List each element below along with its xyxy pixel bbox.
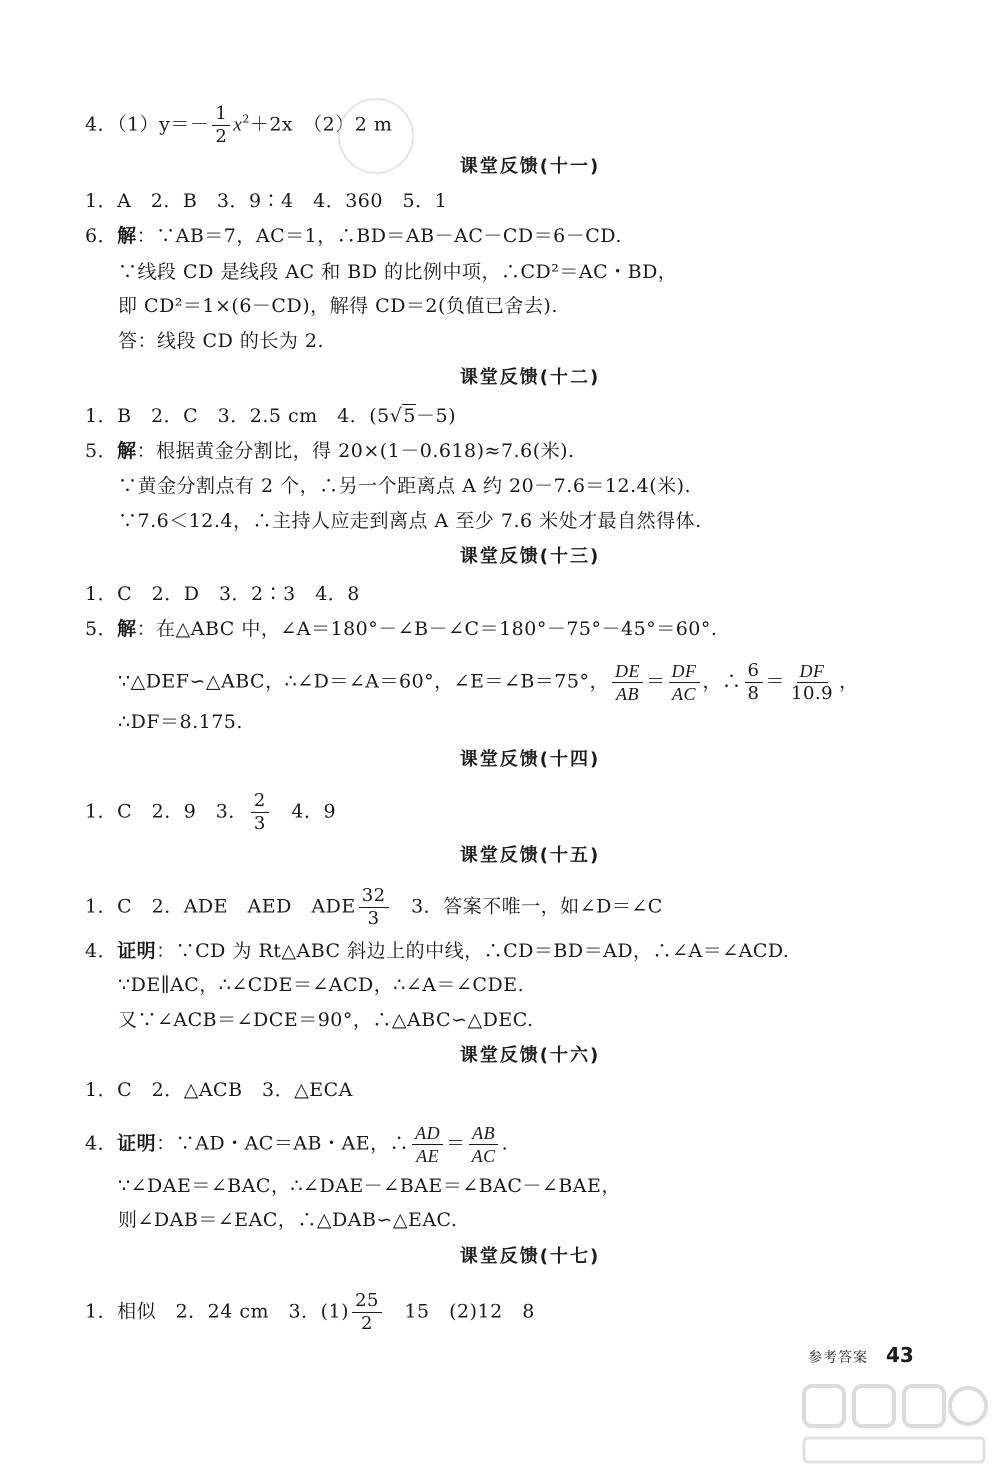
fraction: $\frac{DF}{10.9}$ — [791, 661, 834, 704]
footer-label: 参考答案 — [808, 1350, 868, 1366]
fraction: $\frac{2}{3}$ — [251, 790, 269, 835]
answer-line: 4．证明：∵AD・AC＝AB・AE，∴ $\frac{AD}{AE}$ ＝ $\frac{AB}{AC}$ . — [85, 1123, 509, 1166]
watermark-logo-icon — [800, 1380, 990, 1468]
answer-line: ∵DE∥AC，∴∠CDE＝∠ACD，∴∠A＝∠CDE. — [118, 974, 525, 996]
fraction: $\frac{AD}{AE}$ — [412, 1122, 443, 1167]
section-heading: 课堂反馈(十七) — [459, 1246, 601, 1267]
answer-line: 4．（1）y＝－ $\frac{1}{2}$ $x^2+2x$ （2）2 m — [85, 103, 393, 147]
fraction: $\frac{32}{3}$ — [359, 885, 389, 930]
fraction: $\frac{25}{2}$ — [352, 1290, 382, 1335]
watermark-stamp-icon — [338, 98, 414, 174]
section-heading: 课堂反馈(十一) — [459, 156, 601, 177]
fraction: $\frac{6}{8}$ — [745, 660, 763, 705]
answer-line: ∵7.6＜12.4，∴主持人应走到离点 A 至少 7.6 米处才最自然得体. — [118, 510, 702, 532]
answer-line: ∵线段 CD 是线段 AC 和 BD 的比例中项，∴CD²＝AC・BD， — [118, 261, 678, 283]
page-number: 43 — [886, 1343, 914, 1367]
fraction: $\frac{AB}{AC}$ — [469, 1122, 499, 1167]
section-heading: 课堂反馈(十三) — [459, 546, 601, 567]
answer-line: 1．相似 2．24 cm 3．(1) $\frac{25}{2}$ 15 (2)12 8 — [85, 1290, 535, 1334]
answer-line: 1．C 2．D 3．2∶3 4．8 — [85, 583, 360, 605]
answer-line: 又∵∠ACB＝∠DCE＝90°，∴△ABC∽△DEC. — [118, 1009, 534, 1031]
section-heading: 课堂反馈(十二) — [459, 367, 601, 388]
answer-line: 4．证明：∵CD 为 Rt△ABC 斜边上的中线，∴CD＝BD＝AD，∴∠A＝∠ACD. — [85, 940, 790, 962]
answer-line: 5．解：根据黄金分割比，得 20×(1－0.618)≈7.6(米). — [85, 440, 575, 462]
answer-line: 5．解：在△ABC 中，∠A＝180°－∠B－∠C＝180°－75°－45°＝60°. — [85, 618, 718, 640]
answer-line: ∵黄金分割点有 2 个，∴另一个距离点 A 约 20－7.6＝12.4(米). — [118, 475, 692, 497]
fraction: $\frac{1}{2}$ — [212, 103, 230, 148]
answer-line: 1．C 2．△ACB 3．△ECA — [85, 1079, 353, 1101]
answer-line: 1．A 2．B 3．9∶4 4．360 5．1 — [85, 190, 448, 212]
fraction: $\frac{DE}{AB}$ — [612, 660, 643, 705]
section-heading: 课堂反馈(十四) — [459, 749, 601, 770]
answer-line: ∴DF＝8.175. — [118, 711, 243, 733]
answer-line: 1．C 2．9 3． $\frac{2}{3}$ 4．9 — [85, 790, 337, 834]
fraction: $\frac{DF}{AC}$ — [669, 660, 700, 705]
answer-line: ∵△DEF∽△ABC，∴∠D＝∠A＝60°，∠E＝∠B＝75°， $\frac{DE}{AB}$ ＝ $\frac{DF}{AC}$ ，∴ $\frac{6}{8}$ ＝ $\frac{DF}{10.9}$ ， — [118, 660, 859, 704]
section-heading: 课堂反馈(十五) — [459, 845, 601, 866]
answer-line: 1．C 2．ADE AED ADE $\frac{32}{3}$ 3．答案不唯一，如∠D＝∠C — [85, 885, 663, 929]
answer-line: 6．解：∵AB＝7，AC＝1，∴BD＝AB－AC－CD＝6－CD. — [85, 225, 622, 247]
answer-line: 答：线段 CD 的长为 2. — [118, 330, 325, 352]
answer-line: 则∠DAB＝∠EAC，∴△DAB∽△EAC. — [118, 1209, 458, 1231]
answer-line: ∵∠DAE＝∠BAC，∴∠DAE－∠BAE＝∠BAC－∠BAE， — [118, 1175, 621, 1197]
answer-line: 即 CD²＝1×(6－CD)，解得 CD＝2(负值已舍去). — [118, 295, 558, 317]
section-heading: 课堂反馈(十六) — [459, 1045, 601, 1066]
answer-line: 1．B 2．C 3．2.5 cm 4．(5√5－5) — [85, 405, 456, 427]
